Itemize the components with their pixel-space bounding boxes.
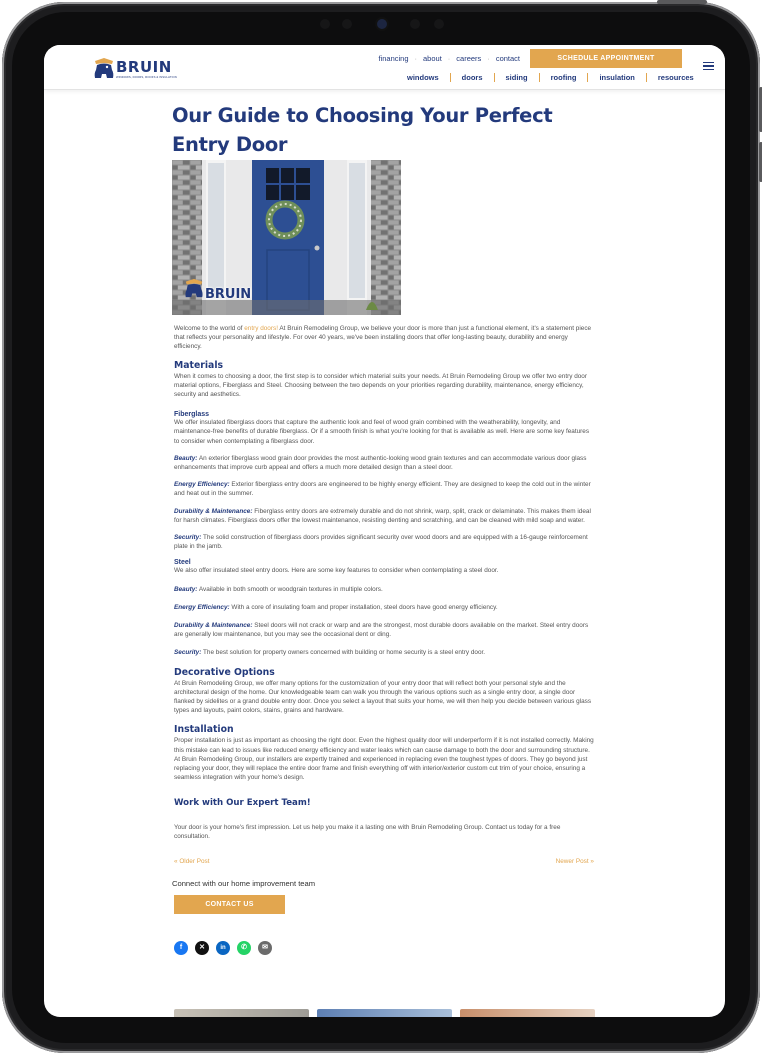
logo-tagline: WINDOWS, DOORS, ROOFS & INSULATION	[116, 75, 177, 79]
fiberglass-paragraph: We offer insulated fiberglass doors that capture the authentic look and feel of wood grain combined with the weatherability, longevity, and maintenance-free benefits of durable fiberglass. Or if a smooth finish is what you're looking for that is available as well. Here are some key features to consider when contemplating a fiberglass door.	[174, 419, 590, 445]
related-posts	[174, 1009, 595, 1017]
sensor-icon	[434, 19, 444, 29]
steel-beauty: Beauty: Available in both smooth or woodgrain textures in multiple colors.	[174, 585, 383, 593]
hero-logo-text: BRUIN	[205, 287, 252, 302]
nav-item-windows[interactable]: windows	[407, 73, 439, 82]
nav-item-siding[interactable]: siding	[505, 73, 528, 82]
team-paragraph: Your door is your home's first impression. Let us help you make it a lasting one with Bruin Remodeling Group. Contact us today for a free consultation.	[174, 823, 561, 840]
entry-doors-link[interactable]: entry doors!	[244, 325, 278, 332]
installation-heading: Installation	[174, 724, 234, 736]
share-bar	[174, 941, 594, 955]
related-post-thumbnail[interactable]	[460, 1009, 595, 1017]
x-icon[interactable]: ✕	[195, 941, 209, 955]
nav-separator: ·	[487, 54, 490, 63]
facebook-icon[interactable]: f	[174, 941, 188, 955]
nav-item-insulation[interactable]: insulation	[599, 73, 635, 82]
utility-nav	[378, 54, 520, 63]
fiberglass-heading: Fiberglass	[174, 411, 210, 419]
materials-paragraph: When it comes to choosing a door, the first step is to consider which material suits your needs. At Bruin Remodeling Group we offer two entry door material options, Fiberglass and Steel. Choosing between the two depends on your priorities regarding durability, maintenance, energy efficiency, security and aesthetics.	[174, 372, 587, 399]
fiberglass-security: Security: The solid construction of fiberglass doors provides significant security over wood doors and are equipped with a 16-gauge reinforcement plate in the jamb.	[174, 534, 588, 551]
nav-item-roofing[interactable]: roofing	[550, 73, 577, 82]
hero-image	[172, 160, 401, 315]
steel-energy: Energy Efficiency: With a core of insulating foam and proper installation, steel doors have good energy efficiency.	[174, 603, 498, 611]
related-post-thumbnail[interactable]	[174, 1009, 309, 1017]
steel-paragraph: We also offer insulated steel entry doors. Here are some key features to consider when contemplating a steel door.	[174, 567, 499, 575]
nav-link-careers[interactable]: careers	[456, 54, 482, 63]
logo-wordmark: BRUIN	[116, 58, 172, 76]
sensor-icon	[410, 19, 420, 29]
bear-mascot-icon	[183, 277, 205, 299]
power-button	[657, 0, 707, 4]
front-camera-icon	[377, 19, 387, 29]
bruin-logo[interactable]	[92, 53, 182, 81]
screen	[44, 45, 725, 1017]
hamburger-menu-icon[interactable]	[703, 62, 714, 70]
intro-paragraph: Welcome to the world of entry doors! At Bruin Remodeling Group, we believe your door is more than just a functional element, it's a statement piece that reflects your personality and lifestyle. For over 40 years, we've been installing doors that offer long-lasting beauty, durability and energy efficiency.	[174, 325, 592, 351]
post-navigation	[174, 858, 594, 865]
site-header	[44, 45, 725, 90]
steel-durability: Durability & Maintenance: Steel doors will not crack or warp and are the strongest, most durable doors available on the market. Steel entry doors are generally low maintenance, but you may see the occasional dent or ding.	[174, 622, 589, 639]
older-post-link[interactable]: « Older Post	[174, 857, 210, 865]
decorative-options-paragraph: At Bruin Remodeling Group, we offer many options for the customization of your entry door that will reflect both your personal style and the architectural design of the home. Our knowledgeable team can walk you through the various options such as a single entry door, a single door flanked by sidelites or a grand double entry door. Once you select a layout that suits your home, we will then help you decide between various glass types and layouts, paint colors, stains, grains and hardware.	[174, 679, 592, 715]
fiberglass-energy: Energy Efficiency: Exterior fiberglass entry doors are engineered to be highly energy efficient. They are designed to keep the cold out in the winter and heat out in the summer.	[174, 481, 591, 498]
bear-mascot-icon	[92, 56, 116, 80]
whatsapp-icon[interactable]: ✆	[237, 941, 251, 955]
tablet-frame	[2, 2, 760, 1053]
fiberglass-durability: Durability & Maintenance: Fiberglass entry doors are extremely durable and do not shrink, warp, split, crack or delaminate. This makes them ideal for harsh climates. Fiberglass doors offer the lowest maintenance, resisting denting and scratching, and can be cleaned with mild soap and water.	[174, 507, 591, 524]
nav-item-resources[interactable]: resources	[657, 73, 694, 82]
article	[172, 101, 594, 955]
newer-post-link[interactable]: Newer Post »	[555, 857, 594, 865]
fiberglass-beauty: Beauty: An exterior fiberglass wood grain door provides the most authentic-looking wood grain textures and can accommodate various door glass enhancements that improve curb appeal and offers a much more detailed design than a steel door.	[174, 454, 587, 472]
contact-us-button[interactable]: CONTACT US	[174, 895, 285, 914]
sensor-icon	[320, 19, 330, 29]
steel-security: Security: The best solution for property owners concerned with building or home security is a steel entry door.	[174, 649, 486, 657]
nav-separator: ·	[447, 54, 451, 63]
sensor-icon	[342, 19, 352, 29]
team-heading: Work with Our Expert Team!	[174, 797, 311, 808]
email-icon[interactable]: ✉	[258, 941, 272, 955]
installation-paragraph: Proper installation is just as important as choosing the right door. Even the highest quality door will underperform if it is not installed correctly. Making this mistake can lead to issues like reduced energy efficiency and water leaks which can cause damage to both the door and surrounding structure. At Bruin Remodeling Group, our installers are expertly trained and experienced in replacing even the toughest types of doors. They go beyond just replacing your door, they will replace the entire door frame and finish everything off with interior/exterior custom cut trim of your choice, ensuring a seamless integration with your home's design.	[174, 737, 594, 782]
nav-separator: ·	[414, 54, 418, 63]
nav-item-doors[interactable]: doors	[461, 73, 483, 82]
nav-link-contact[interactable]: contact	[495, 54, 520, 63]
nav-link-about[interactable]: about	[423, 54, 442, 63]
schedule-appointment-button[interactable]: SCHEDULE APPOINTMENT	[530, 49, 682, 68]
decorative-options-heading: Decorative Options	[174, 666, 275, 678]
materials-heading: Materials	[174, 359, 224, 371]
main-nav	[396, 73, 705, 82]
page-title: Our Guide to Choosing Your Perfect Entry Door	[172, 104, 553, 156]
nav-link-financing[interactable]: financing	[378, 54, 409, 63]
steel-heading: Steel	[174, 559, 191, 567]
connect-text: Connect with our home improvement team	[172, 878, 316, 888]
related-post-thumbnail[interactable]	[317, 1009, 452, 1017]
linkedin-icon[interactable]: in	[216, 941, 230, 955]
